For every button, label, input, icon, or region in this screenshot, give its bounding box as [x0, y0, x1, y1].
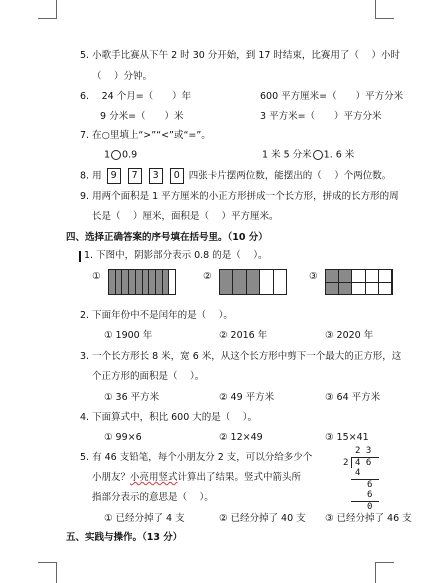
long-division: [343, 447, 393, 511]
crop-mark-bottom-left: [38, 562, 57, 583]
division-rule: [351, 501, 379, 502]
q7-compare-a: [104, 150, 137, 160]
c5-line3: 指部分表示的意思是（ ）。: [92, 492, 214, 503]
figure-cell: [122, 270, 129, 294]
figure-cell: [274, 270, 286, 294]
q7-compare-b: [262, 150, 354, 160]
division-step3: 6: [367, 490, 373, 500]
c5-marked-text: 小亮用竖式: [130, 472, 178, 483]
q6-part-a: 6. 24 个月=（ ）年: [80, 91, 192, 102]
figure-cell: [149, 270, 156, 294]
q9-line1: 9. 用两个面积是 1 平方厘米的小正方形拼成一个长方形，拼成的长方形的周: [80, 191, 399, 202]
c1-option2-label: ②: [203, 271, 212, 282]
q9-line2: 长是（ ）厘米，面积是（ ）平方厘米。: [92, 211, 279, 222]
q7-b-right: 1. 6 米: [323, 149, 355, 161]
q8-line: [80, 168, 391, 184]
c2-stem: 2. 下面年份中不是闰年的是（ ）。: [80, 310, 233, 321]
digit-card: 7: [128, 168, 142, 184]
q6-part-c: 9 分米=（ ）米: [100, 111, 184, 122]
q5-line1: 5. 小歌手比赛从下午 2 时 30 分开始，到 17 时结束，比赛用了（ ）小时: [80, 50, 400, 61]
c5-option3: ③ 已经分掉了 46 支: [325, 513, 412, 524]
c3-option2: ② 49 平方米: [219, 392, 275, 403]
c2-option3: ③ 2020 年: [325, 330, 374, 341]
c4-stem: 4. 下面算式中，积比 600 大的是（ ）。: [80, 412, 258, 423]
digit-card: 3: [149, 168, 163, 184]
q5-line2: （ ）分钟。: [92, 71, 153, 82]
q8-num: 8. 用: [80, 170, 102, 182]
division-bracket: [351, 457, 352, 468]
figure-cell: [116, 270, 123, 294]
division-step2: 6: [367, 480, 373, 490]
q7-a-left: 1: [104, 149, 111, 161]
section4-title: 四、选择正确答案的序号填在括号里。（10 分）: [66, 232, 268, 243]
digit-card: 0: [170, 168, 184, 184]
c5-line1: 5. 有 46 支铅笔，每个小朋友分 2 支，可以分给多少个: [80, 452, 313, 463]
division-dividend: 4 6: [355, 458, 372, 468]
compare-circle[interactable]: [111, 150, 121, 160]
c3-line2: 个正方形的面积是（ ）。: [92, 371, 205, 382]
c5-option2: ② 已经分掉了 40 支: [219, 513, 306, 524]
division-rule: [351, 479, 379, 480]
figure-cell: [247, 270, 260, 294]
c4-option3: ③ 15×41: [325, 432, 369, 443]
figure-cell: [143, 270, 150, 294]
figure-cell: [136, 270, 143, 294]
figure-midline: [326, 282, 392, 283]
c1-stem: 1. 下图中，阴影部分表示 0.8 的是（ ）。: [84, 250, 268, 261]
division-remainder: 0: [367, 502, 373, 512]
figure-cell: [220, 270, 233, 294]
c1-figure-1: [108, 269, 176, 295]
c1-figure-2: [219, 269, 287, 295]
c1-figure-3: [325, 269, 393, 295]
division-divisor: 2: [343, 458, 349, 468]
figure-cell: [260, 270, 273, 294]
q6-part-b: 600 平方厘米=（ ）平方分米: [260, 91, 404, 102]
division-quotient: 2 3: [355, 446, 372, 456]
c2-option2: ② 2016 年: [219, 330, 268, 341]
figure-cell: [109, 270, 116, 294]
digit-card: 9: [107, 168, 121, 184]
q7-a-right: 0.9: [122, 149, 138, 161]
compare-circle[interactable]: [313, 150, 323, 160]
c5-line2-start: 小朋友？: [92, 472, 131, 483]
q7-intro: 7. 在○里填上“>”“<”或“=”。: [80, 130, 211, 141]
c3-line1: 3. 一个长方形长 8 米，宽 6 米，从这个长方形中剪下一个最大的正方形，这: [80, 351, 402, 362]
crop-mark-top-right: [375, 0, 394, 19]
figure-cell: [169, 270, 175, 294]
crop-mark-bottom-right: [375, 562, 394, 583]
division-step1: 4: [355, 468, 361, 478]
c4-option2: ② 12×49: [219, 432, 263, 443]
crop-mark-top-left: [38, 0, 57, 19]
figure-cell: [156, 270, 163, 294]
c5-line2-rest: 计算出了结果。竖式中箭头所: [177, 472, 302, 483]
c1-option3-label: ③: [309, 271, 318, 282]
q8-text: 四张卡片摆两位数，能摆出的（ ）个两位数。: [188, 170, 392, 182]
c4-option1: ① 99×6: [104, 432, 142, 443]
c5-line2: [92, 473, 301, 483]
figure-cell: [163, 270, 170, 294]
section5-title: 五、实践与操作。（13 分）: [66, 532, 183, 543]
c1-option1-label: ①: [92, 271, 101, 282]
c3-option1: ① 36 平方米: [104, 392, 160, 403]
text-cursor: [79, 251, 81, 262]
q6-part-d: 3 平方米=（ ）平方分米: [260, 111, 382, 122]
c2-option1: ① 1900 年: [104, 330, 153, 341]
q7-b-left: 1 米 5 分米: [262, 149, 312, 161]
c5-option1: ① 已经分掉了 4 支: [104, 513, 185, 524]
figure-cell: [129, 270, 136, 294]
c3-option3: ③ 64 平方米: [325, 392, 381, 403]
figure-cell: [233, 270, 246, 294]
